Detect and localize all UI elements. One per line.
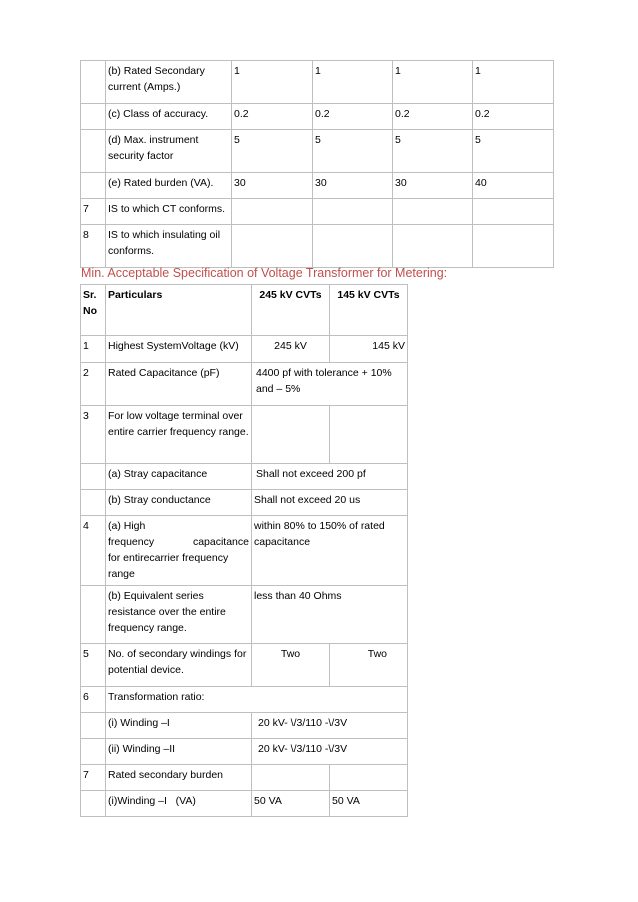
row-label: No. of secondary windings for potential device. [106,644,252,687]
row-no: 6 [81,687,106,713]
row-value: 5 [313,130,393,173]
row-label: (i)Winding –I (VA) [106,791,252,817]
row-label: (b) Rated Secondary current (Amps.) [106,61,232,104]
row-no: 1 [81,336,106,363]
row-label-line: for entirecarrier frequency range [108,552,229,580]
row-value: 5 [232,130,313,173]
row-label-word: frequency [108,536,155,548]
row-value: 5 [393,130,473,173]
row-no: 7 [81,765,106,791]
row-value: 30 [393,173,473,199]
row-value: 0.2 [393,104,473,130]
table-row [81,406,408,464]
row-no [81,490,106,516]
row-label [106,516,252,586]
row-value-145kv: 50 VA [330,791,408,817]
row-label-line [108,534,249,550]
row-value [232,225,313,268]
table-row [81,199,554,225]
row-value: 0.2 [232,104,313,130]
row-label-word: capacitance [192,536,249,548]
table-row [81,464,408,490]
row-no [81,791,106,817]
row-value: 5 [473,130,554,173]
row-merged-value: Shall not exceed 200 pf [252,464,408,490]
row-value: 1 [473,61,554,104]
row-no: 4 [81,516,106,586]
table-row [81,765,408,791]
row-no [81,713,106,739]
table-row [81,173,554,199]
table-row [81,644,408,687]
row-value [473,225,554,268]
vt-section-heading: Min. Acceptable Specification of Voltage Transformer for Metering: [81,266,448,280]
row-label: (c) Class of accuracy. [106,104,232,130]
row-value: 0.2 [313,104,393,130]
ct-table-body [81,61,554,268]
row-value: 1 [393,61,473,104]
table-header-row [81,285,408,336]
row-merged-value: within 80% to 150% of rated capacitance [252,516,408,586]
row-no [81,173,106,199]
row-no [81,130,106,173]
table-row [81,791,408,817]
row-value-245kv: 245 kV [252,336,330,363]
row-label: (e) Rated burden (VA). [106,173,232,199]
row-value-145kv: 145 kV [330,336,408,363]
row-label: Rated Capacitance (pF) [106,363,252,406]
row-value [232,199,313,225]
row-merged-value: 20 kV- \/3/110 -\/3V [252,713,408,739]
header-particulars: Particulars [106,285,252,336]
row-value-145kv [330,765,408,791]
row-merged-value: 4400 pf with tolerance + 10% and – 5% [252,363,408,406]
row-label: (i) Winding –I [106,713,252,739]
vt-spec-table [80,284,408,817]
row-no: 2 [81,363,106,406]
row-no: 5 [81,644,106,687]
row-value-245kv [252,406,330,464]
row-label: (ii) Winding –II [106,739,252,765]
row-merged-value: Shall not exceed 20 us [252,490,408,516]
row-no [81,739,106,765]
table-row [81,104,554,130]
table-row [81,130,554,173]
table-row [81,61,554,104]
row-label: IS to which CT conforms. [106,199,232,225]
row-label: (b) Equivalent series resistance over the entire frequency range. [106,586,252,644]
row-no [81,104,106,130]
row-no [81,464,106,490]
header-145kv: 145 kV CVTs [330,285,408,336]
row-merged-value: 20 kV- \/3/110 -\/3V [252,739,408,765]
header-sr-no: Sr. No [81,285,106,336]
row-value: 30 [232,173,313,199]
row-label: Transformation ratio: [106,687,408,713]
row-value: 40 [473,173,554,199]
row-no: 8 [81,225,106,268]
row-label: (a) Stray capacitance [106,464,252,490]
ct-spec-table [80,60,554,268]
table-row [81,363,408,406]
table-row [81,713,408,739]
row-label: Highest SystemVoltage (kV) [106,336,252,363]
header-245kv: 245 kV CVTs [252,285,330,336]
row-value-245kv: Two [252,644,330,687]
row-value [393,225,473,268]
row-value [313,199,393,225]
row-value: 0.2 [473,104,554,130]
table-row [81,739,408,765]
row-no: 3 [81,406,106,464]
table-row [81,490,408,516]
row-value-145kv: Two [330,644,408,687]
row-value-245kv: 50 VA [252,791,330,817]
row-value: 1 [232,61,313,104]
row-no: 7 [81,199,106,225]
row-value-145kv [330,406,408,464]
row-value [473,199,554,225]
row-label-line: (a) High [108,520,146,532]
row-label: (b) Stray conductance [106,490,252,516]
row-label: (d) Max. instrument security factor [106,130,232,173]
row-value [393,199,473,225]
row-value [313,225,393,268]
row-label: IS to which insulating oil conforms. [106,225,232,268]
row-value: 30 [313,173,393,199]
table-row [81,336,408,363]
row-label: Rated secondary burden [106,765,252,791]
table-row [81,586,408,644]
row-no [81,61,106,104]
row-value: 1 [313,61,393,104]
row-merged-value: less than 40 Ohms [252,586,408,644]
table-row [81,687,408,713]
row-value-245kv [252,765,330,791]
table-row [81,225,554,268]
row-no [81,586,106,644]
row-label: For low voltage terminal over entire carrier frequency range. [106,406,252,464]
table-row [81,516,408,586]
